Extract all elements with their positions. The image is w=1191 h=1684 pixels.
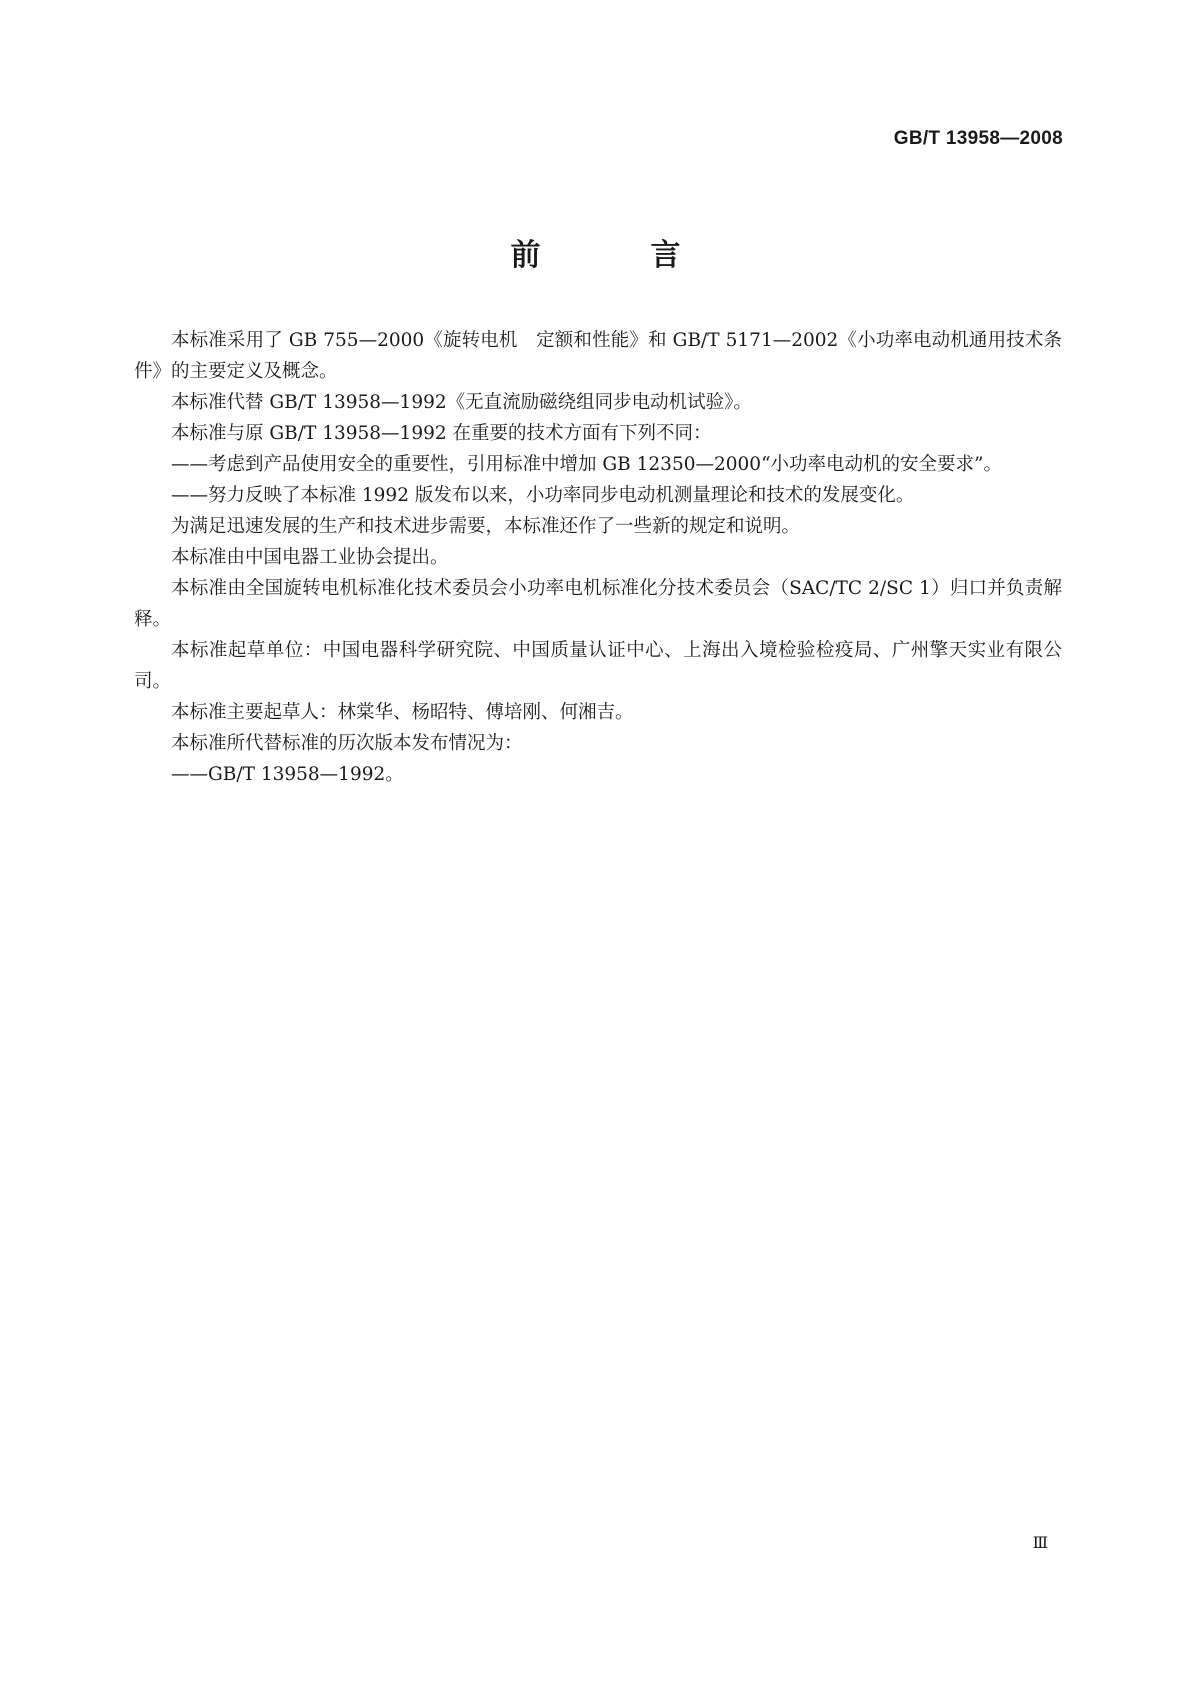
paragraph-differences: 本标准与原 GB/T 13958—1992 在重要的技术方面有下列不同： xyxy=(171,423,712,444)
standard-number: GB/T 13958—2008 xyxy=(893,128,1063,149)
paragraph-new-provisions: 为满足迅速发展的生产和技术进步需要，本标准还作了一些新的规定和说明。 xyxy=(171,516,801,537)
paragraph-proposed-by: 本标准由中国电器工业协会提出。 xyxy=(171,547,449,568)
paragraph-committee: 本标准由全国旋转电机标准化技术委员会小功率电机标准化分技术委员会（SAC/TC 2/SC 1）归口并负责解释。 xyxy=(134,578,1062,630)
paragraph-drafting-units: 本标准起草单位：中国电器科学研究院、中国质量认证中心、上海出入境检验检疫局、广州擎天实业有限公司。 xyxy=(134,640,1062,692)
list-item-theory: ——努力反映了本标准 1992 版发布以来，小功率同步电动机测量理论和技术的发展变化。 xyxy=(171,485,915,506)
page-title: 前 言 xyxy=(510,238,721,273)
paragraph-replaces: 本标准代替 GB/T 13958—1992《无直流励磁绕组同步电动机试验》。 xyxy=(171,392,752,413)
paragraph-drafters: 本标准主要起草人：林棠华、杨昭特、傅培刚、何湘吉。 xyxy=(171,702,634,723)
page-number: Ⅲ xyxy=(1032,1535,1048,1552)
foreword-body xyxy=(134,325,1062,790)
list-item-previous-edition: ——GB/T 13958—1992。 xyxy=(171,764,404,785)
paragraph-history: 本标准所代替标准的历次版本发布情况为： xyxy=(171,733,523,754)
paragraph-adoption: 本标准采用了 GB 755—2000《旋转电机 定额和性能》和 GB/T 5171—2002《小功率电动机通用技术条件》的主要定义及概念。 xyxy=(134,330,1062,382)
list-item-safety: ——考虑到产品使用安全的重要性，引用标准中增加 GB 12350—2000“小功率电动机的安全要求”。 xyxy=(171,454,1002,475)
